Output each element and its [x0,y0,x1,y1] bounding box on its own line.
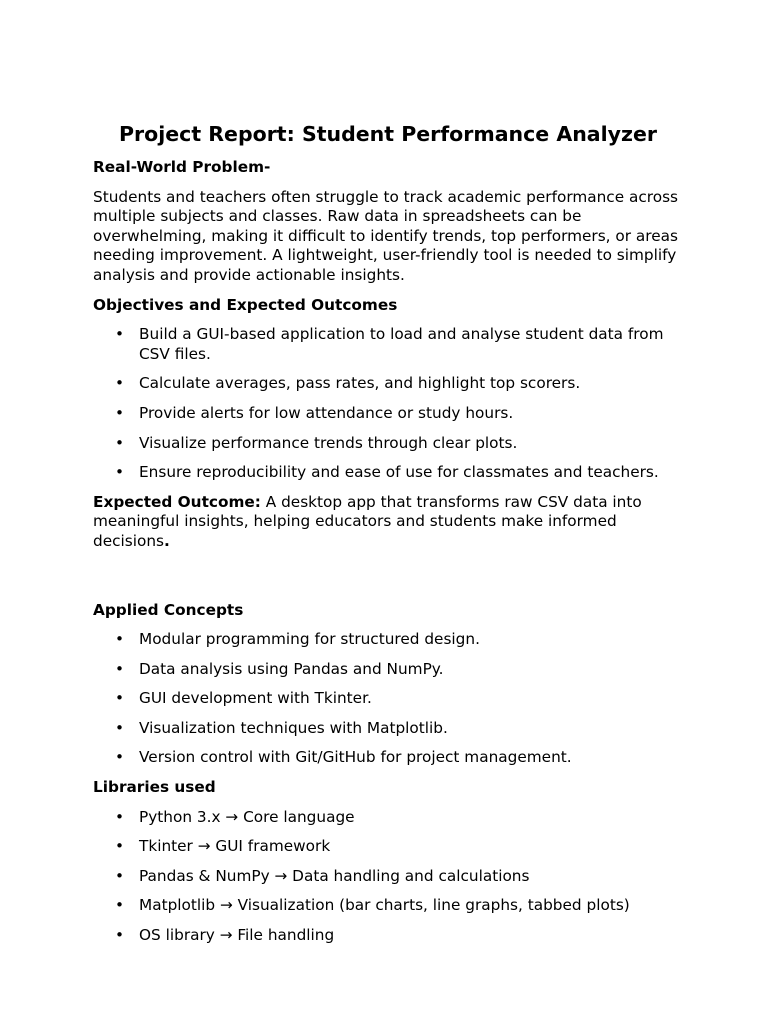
bullet-icon: • [115,403,125,422]
list-item [93,325,683,364]
list-item [93,926,683,946]
libraries-list [93,808,683,946]
list-item-text: Build a GUI-based application to load and analyse student data from CSV files. [139,325,664,363]
list-item [93,867,683,887]
list-item-text: Ensure reproducibility and ease of use for classmates and teachers. [139,463,659,482]
list-item-text: Version control with Git/GitHub for project management. [139,748,572,767]
objectives-list [93,325,683,483]
list-item [93,748,683,768]
list-item [93,689,683,709]
bullet-icon: • [115,748,125,767]
bullet-icon: • [115,659,125,678]
bullet-icon: • [115,325,125,344]
list-item [93,660,683,680]
list-item [93,630,683,650]
list-item-text: Data analysis using Pandas and NumPy. [139,659,444,678]
list-item-text: Calculate averages, pass rates, and highlight top scorers. [139,374,581,393]
bullet-icon: • [115,463,125,482]
bullet-icon: • [115,926,125,945]
list-item [93,896,683,916]
list-item-text: OS library → File handling [139,926,335,945]
list-item [93,808,683,828]
bullet-icon: • [115,896,125,915]
list-item [93,374,683,394]
list-item [93,719,683,739]
list-item [93,434,683,454]
list-item [93,463,683,483]
bullet-icon: • [115,718,125,737]
bullet-icon: • [115,630,125,649]
objectives-heading: Objectives and Expected Outcomes [93,295,398,314]
bullet-icon: • [115,689,125,708]
list-item-text: Modular programming for structured design. [139,630,480,649]
problem-heading: Real-World Problem- [93,158,271,176]
concepts-heading: Applied Concepts [93,600,244,619]
bullet-icon: • [115,837,125,856]
list-item [93,837,683,857]
document-page [93,120,683,956]
bullet-icon: • [115,374,125,393]
libraries-heading: Libraries used [93,778,216,797]
list-item-text: Matplotlib → Visualization (bar charts, line graphs, tabbed plots) [139,896,630,915]
bullet-icon: • [115,433,125,452]
spacer [93,562,683,601]
expected-outcome-paragraph [93,493,683,552]
bullet-icon: • [115,866,125,885]
list-item-text: Python 3.x → Core language [139,807,355,826]
expected-outcome-label: Expected Outcome: [93,492,261,511]
list-item-text: Provide alerts for low attendance or study hours. [139,403,514,422]
list-item-text: GUI development with Tkinter. [139,689,372,708]
list-item-text: Tkinter → GUI framework [139,837,331,856]
document-title: Project Report: Student Performance Analyzer [119,122,657,146]
expected-outcome-text: A desktop app that transforms raw CSV data into meaningful insights, helping educators and students make informed decisions [93,492,642,550]
list-item [93,404,683,424]
concepts-list [93,630,683,768]
expected-outcome-period: . [164,531,170,550]
list-item-text: Visualize performance trends through clear plots. [139,433,518,452]
bullet-icon: • [115,807,125,826]
problem-paragraph: Students and teachers often struggle to track academic performance across multiple subjects and classes. Raw data in spreadsheets can be overwhelming, making it difficult to identify trends, top performers, or areas needing improvement. A lightweight, user-friendly tool is needed to simplify analysis and provide actionable insights. [93,187,679,284]
list-item-text: Pandas & NumPy → Data handling and calculations [139,866,530,885]
list-item-text: Visualization techniques with Matplotlib. [139,718,448,737]
